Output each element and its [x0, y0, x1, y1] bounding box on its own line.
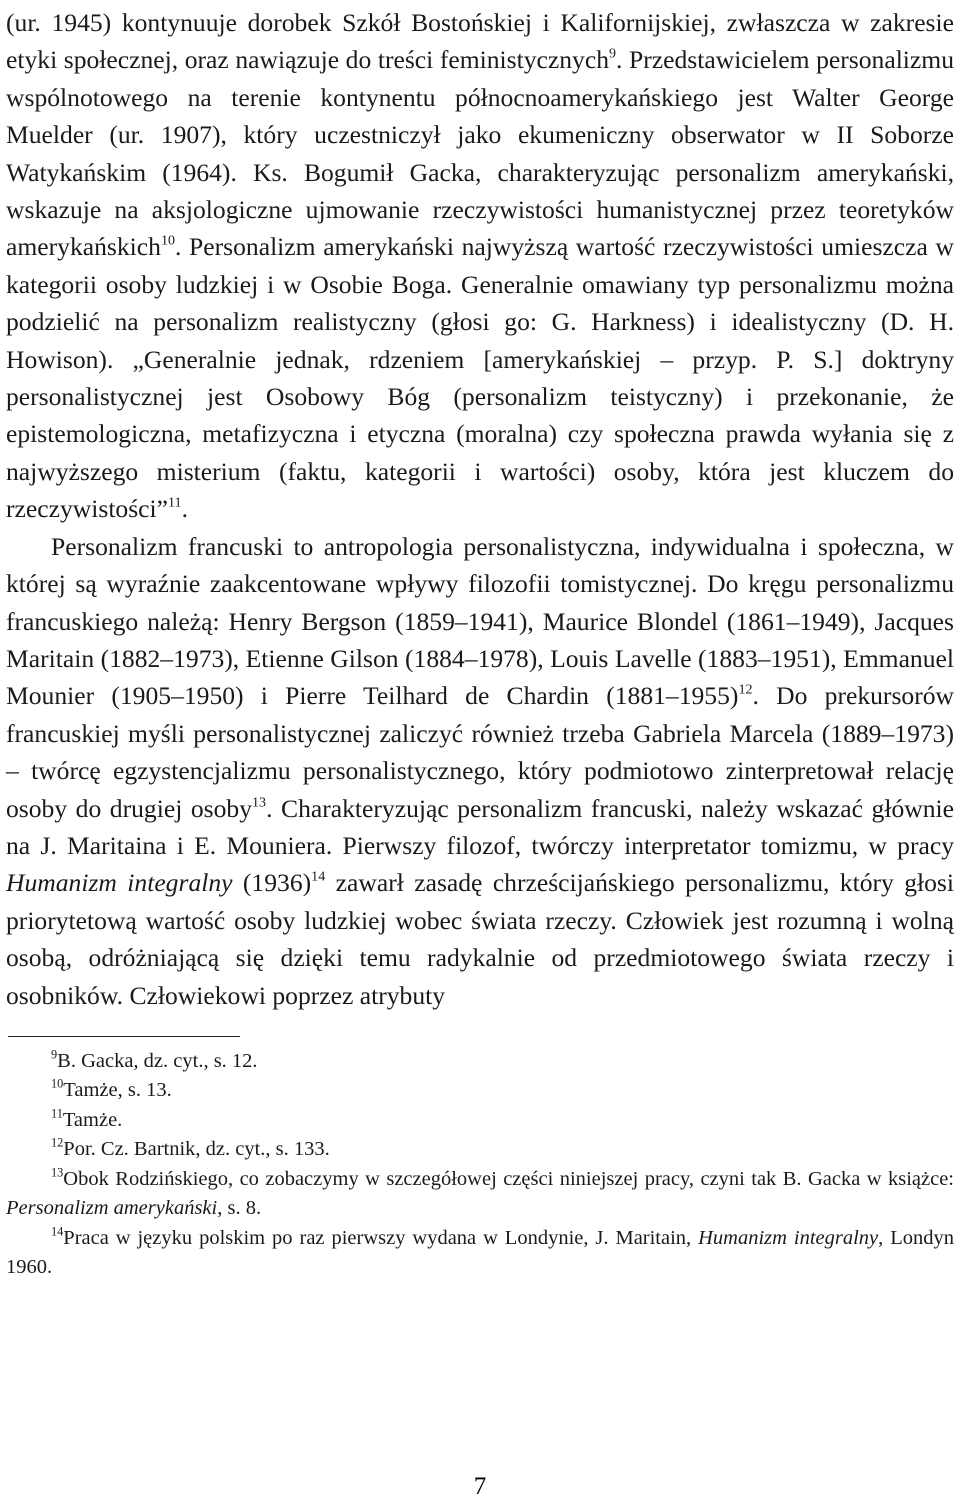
text-segment: (ur. 1945) kontynuuje dorobek Szkół Bostońskiej i Kalifornijskiej, zwłaszcza w zakresie etyki społecznej, oraz nawiązuje do treści feministycznych	[6, 8, 954, 75]
footnote-ref-12[interactable]: 12	[738, 681, 753, 698]
footnote-14	[6, 1224, 954, 1283]
text-segment: . Do prekursorów francuskiej myśli personalistycznej zaliczyć również trzeba Gabriela Marcela (1889–1973) – twórcę egzystencjalizmu personalistycznego, który podmiotowo zinterpretował relację osoby do drugiej osoby	[6, 681, 954, 823]
text-segment: zawarł zasadę chrześcijańskiego personalizmu, który głosi priorytetową wartość osoby ludzkiej wobec świata rzeczy. Człowiek jest rozumną i wolną osobą, odróżniającą się dzięki temu radykalnie od przedmiotowego świata rzeczy i osobników. Człowiekowi poprzez atrybuty	[6, 868, 954, 1010]
footnote-number: 14	[51, 1224, 64, 1239]
text-segment: . Charakteryzując personalizm francuski, należy wskazać głównie na J. Maritaina i E. Mouniera. Pierwszy filozof, twórczy interpretator tomizmu, w pracy	[6, 793, 954, 860]
text-segment: .	[181, 494, 188, 524]
footnote-ref-11[interactable]: 11	[168, 494, 182, 511]
footnote-text: Praca w języku polskim po raz pierwszy wydana w Londynie, J. Maritain,	[63, 1226, 699, 1249]
footnote-text: B. Gacka, dz. cyt., s. 12.	[57, 1049, 258, 1072]
footnote-number: 10	[51, 1076, 64, 1091]
footnote-ref-9[interactable]: 9	[609, 45, 617, 62]
main-text	[6, 4, 954, 1014]
footnote-text: Por. Cz. Bartnik, dz. cyt., s. 133.	[63, 1138, 330, 1161]
footnote-number: 9	[51, 1047, 58, 1062]
footnote-separator	[8, 1036, 240, 1037]
text-segment: . Przedstawicielem personalizmu wspólnotowego na terenie kontynentu północnoamerykańskiego jest Walter George Muelder (ur. 1907), który uczestniczył jako ekumeniczny obserwator w II Soborze Watykańskim (1964). Ks. Bogumił Gacka, charakteryzując personalizm amerykański, wskazuje na aksjologiczne ujmowanie rzeczywistości humanistycznej przez teoretyków amerykańskich	[6, 45, 954, 262]
text-segment: . Personalizm amerykański najwyższą wartość rzeczywistości umieszcza w kategorii osoby ludzkiej i w Osobie Boga. Generalnie omawiany typ personalizmu można podzielić na personalizm realistyczny (głosi go: G. Harkness) i idealistyczny (D. H. Howison). „Generalnie jednak, rdzeniem [amerykańskiej – przyp. P. S.] doktryny personalistycznej jest Osobowy Bóg (personalizm teistyczny) i przekonanie, że epistemologiczna, metafizyczna i etyczna (moralna) czy społeczna prawda wyłania się z najwyższego misterium (faktu, kategorii i wartości) osoby, która jest kluczem do rzeczywistości”	[6, 232, 954, 524]
footnote-11	[6, 1106, 954, 1136]
book-title: Humanizm integralny	[698, 1226, 879, 1249]
paragraph-2	[6, 528, 954, 1014]
footnote-text: Obok Rodzińskiego, co zobaczymy w szczegółowej części niniejszej pracy, czyni tak B. Gacka w książce:	[63, 1167, 954, 1190]
footnote-text: , Londyn 1960.	[6, 1226, 954, 1279]
footnote-number: 13	[51, 1165, 64, 1180]
footnote-12	[6, 1135, 954, 1165]
book-title: Humanizm integralny	[6, 868, 233, 898]
footnote-ref-13[interactable]: 13	[252, 793, 267, 810]
footnote-13	[6, 1165, 954, 1224]
footnote-number: 11	[51, 1106, 63, 1121]
footnote-text: , s. 8.	[217, 1197, 262, 1220]
page-number: 7	[473, 1473, 487, 1500]
footnote-10	[6, 1076, 954, 1106]
footnotes	[6, 1047, 954, 1283]
footnote-number: 12	[51, 1135, 64, 1150]
footnote-9	[6, 1047, 954, 1077]
footnote-text: Tamże.	[62, 1108, 123, 1131]
text-segment: Personalizm francuski to antropologia personalistyczna, indywidualna i społeczna, w której są wyraźnie zaakcentowane wpływy filozofii tomistycznej. Do kręgu personalizmu francuskiego należą: Henry Bergson (1859–1941), Maurice Blondel (1861–1949), Jacques Maritain (1882–1973), Etienne Gilson (1884–1978), Louis Lavelle (1883–1951), Emmanuel Mounier (1905–1950) i Pierre Teilhard de Chardin (1881–1955)	[6, 531, 954, 711]
text-segment: (1936)	[232, 868, 312, 898]
footnote-text: Tamże, s. 13.	[63, 1079, 172, 1102]
paragraph-1	[6, 4, 954, 528]
book-title: Personalizm amerykański	[6, 1197, 218, 1220]
footnote-ref-10[interactable]: 10	[160, 232, 176, 249]
footnote-ref-14[interactable]: 14	[311, 868, 326, 885]
page	[6, 4, 954, 1283]
